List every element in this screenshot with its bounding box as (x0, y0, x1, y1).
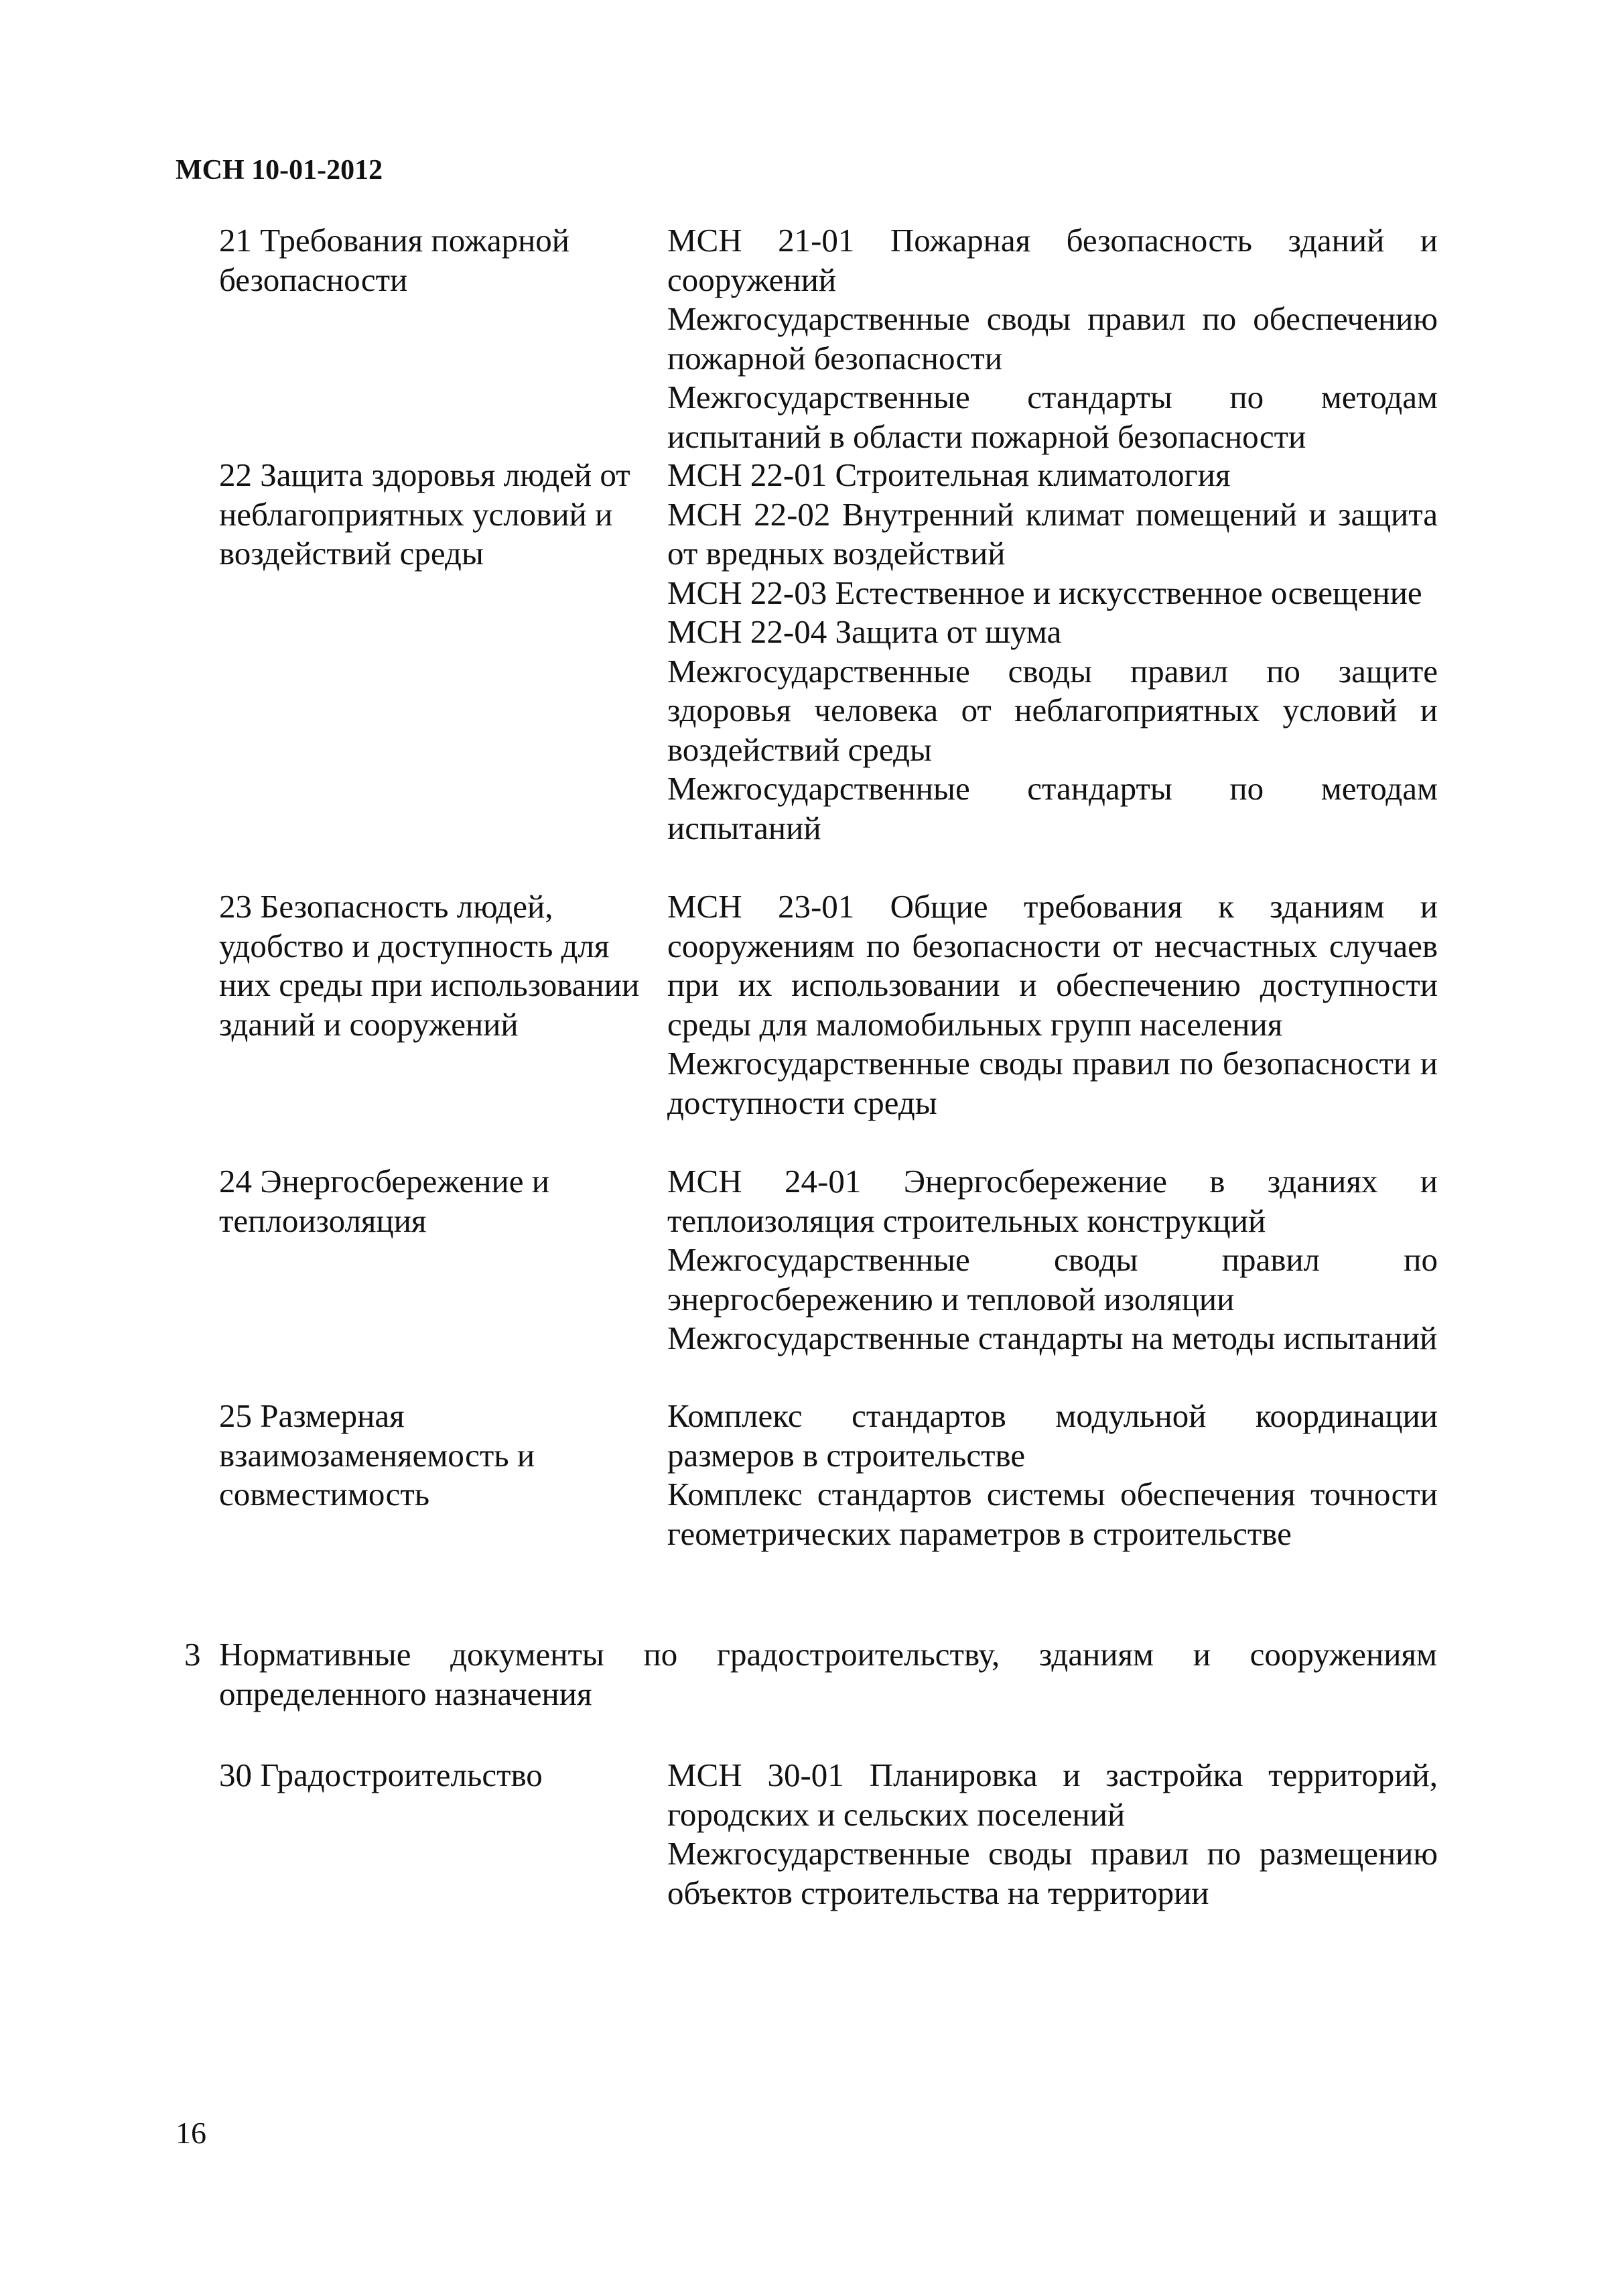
page-number: 16 (176, 2116, 206, 2150)
entry: Комплекс стандартов системы обеспечения точности геометрических параметров в строительстве (667, 1476, 1438, 1552)
group-title: 25 Размерная взаимозаменяемость и совместимость (219, 1397, 535, 1513)
entry: Межгосударственные своды правил по размещению объектов строительства на территории (667, 1835, 1438, 1911)
group-title: 24 Энергосбережение и теплоизоляция (219, 1163, 549, 1239)
group-entries (667, 887, 1438, 1123)
entry: МСН 22-04 Защита от шума (667, 613, 1062, 650)
section-number: 3 (184, 1636, 201, 1673)
group-entries (667, 221, 1438, 456)
group-title: 21 Требования пожарной безопасности (219, 222, 570, 298)
group-entries (667, 1756, 1438, 1913)
section-title: Нормативные документы по градостроительству, зданиям и сооружениям определенного назначения (219, 1636, 1437, 1712)
group-title: 23 Безопасность людей, удобство и доступность для них среды при использовании зданий и сооружений (219, 888, 640, 1043)
entry: МСН 22-01 Строительная климатология (667, 456, 1231, 493)
group-entries (667, 456, 1438, 848)
entry: МСН 23-01 Общие требования к зданиям и сооружениям по безопасности от несчастных случаев при их использовании и обеспечению доступности среды для маломобильных групп населения (667, 888, 1438, 1043)
entry: Межгосударственные стандарты по методам испытаний (667, 770, 1438, 846)
entry: МСН 24-01 Энергосбережение в зданиях и теплоизоляция строительных конструкций (667, 1163, 1438, 1239)
entry: Межгосударственные стандарты по методам испытаний в области пожарной безопасности (667, 379, 1438, 455)
entry: Межгосударственные своды правил по энергосбережению и тепловой изоляции (667, 1241, 1438, 1318)
group-title: 22 Защита здоровья людей от неблагоприятных условий и воздействий среды (219, 456, 630, 572)
group-entries (667, 1397, 1438, 1553)
entry: МСН 30-01 Планировка и застройка территорий, городских и сельских поселений (667, 1757, 1438, 1833)
entry: Межгосударственные стандарты на методы испытаний (667, 1320, 1438, 1356)
group-entries (667, 1162, 1438, 1358)
entry: МСН 22-03 Естественное и искусственное освещение (667, 574, 1422, 611)
entry: МСН 22-02 Внутренний климат помещений и защита от вредных воздействий (667, 495, 1438, 572)
entry: Межгосударственные своды правил по защите здоровья человека от неблагоприятных условий и воздействий среды (667, 652, 1438, 768)
group-title: 30 Градостроительство (219, 1757, 543, 1793)
entry: Межгосударственные своды правил по обеспечению пожарной безопасности (667, 300, 1438, 377)
document-code-header: МСН 10-01-2012 (176, 155, 383, 186)
entry: Комплекс стандартов модульной координации размеров в строительстве (667, 1397, 1438, 1474)
entry: Межгосударственные своды правил по безопасности и доступности среды (667, 1045, 1438, 1121)
entry: МСН 21-01 Пожарная безопасность зданий и сооружений (667, 222, 1438, 298)
